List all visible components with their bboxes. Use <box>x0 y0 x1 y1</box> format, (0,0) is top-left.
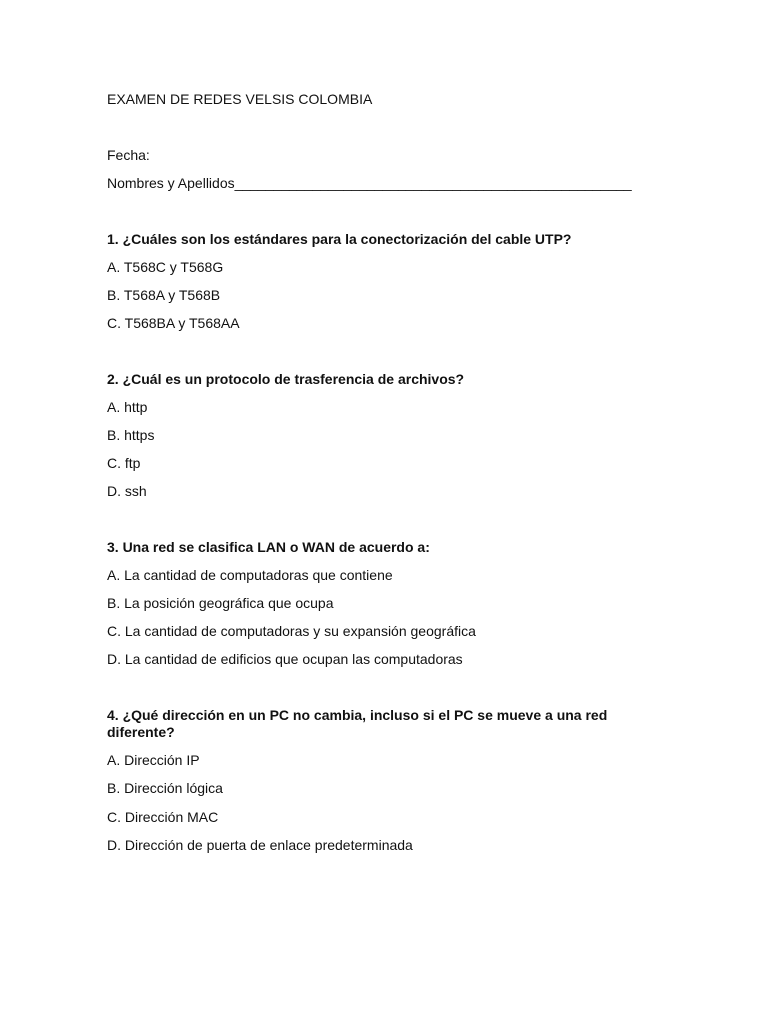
name-label: Nombres y Apellidos___________________________________________________ <box>107 175 632 191</box>
question-2-option-b: B. https <box>107 427 155 443</box>
question-1-option-b: B. T568A y T568B <box>107 287 221 303</box>
question-3-option-c: C. La cantidad de computadoras y su expansión geográfica <box>107 623 476 639</box>
question-3-option-d: D. La cantidad de edificios que ocupan las computadoras <box>107 651 463 667</box>
question-2-option-d: D. ssh <box>107 483 147 499</box>
question-2: 2. ¿Cuál es un protocolo de trasferencia de archivos? <box>107 371 465 387</box>
question-3: 3. Una red se clasifica LAN o WAN de acuerdo a: <box>107 539 430 555</box>
question-2-option-c: C. ftp <box>107 455 141 471</box>
question-2-option-a: A. http <box>107 399 148 415</box>
question-3-option-a: A. La cantidad de computadoras que contiene <box>107 567 393 583</box>
question-4-option-b: B. Dirección lógica <box>107 780 223 796</box>
question-1-option-c: C. T568BA y T568AA <box>107 315 240 331</box>
question-4-option-a: A. Dirección IP <box>107 752 200 768</box>
question-4: 4. ¿Qué dirección en un PC no cambia, incluso si el PC se mueve a una red diferente? <box>107 707 608 740</box>
date-label: Fecha: <box>107 147 150 163</box>
question-4-option-d: D. Dirección de puerta de enlace predeterminada <box>107 837 413 853</box>
question-1: 1. ¿Cuáles son los estándares para la conectorización del cable UTP? <box>107 231 572 247</box>
question-3-option-b: B. La posición geográfica que ocupa <box>107 595 334 611</box>
question-1-option-a: A. T568C y T568G <box>107 259 224 275</box>
exam-title: EXAMEN DE REDES VELSIS COLOMBIA <box>107 91 373 107</box>
question-4-option-c: C. Dirección MAC <box>107 809 219 825</box>
